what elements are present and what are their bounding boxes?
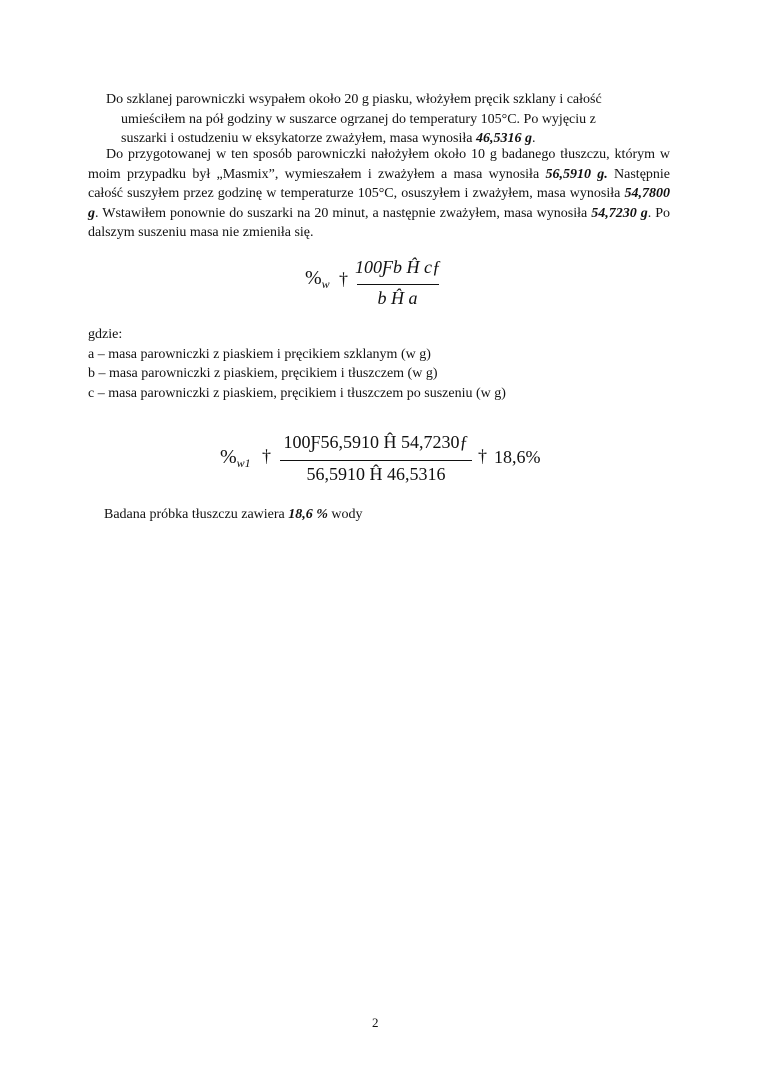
definitions <box>88 325 506 403</box>
percent-symbol: % <box>220 446 237 468</box>
paragraph-1-line-1: Do szklanej parowniczki wsypałem około 20 g piasku, włożyłem pręcik szklany i całość <box>106 92 602 107</box>
formula-calculation-equals: † <box>262 446 271 466</box>
paragraph-2-text-2: Następnie całość suszyłem przez godzinę w temperaturze 105°C, osuszyłem i zważyłem, masa wynosiła <box>88 166 671 201</box>
paragraph-2 <box>88 145 670 243</box>
paragraph-2-text-4: . Po dalszym suszeniu masa nie zmieniła się. <box>88 205 671 240</box>
paragraph-1-line-2: umieściłem na pół godziny w suszarce ogrzanej do temperatury 105°C. Po wyjęciu z <box>121 111 596 127</box>
percent-symbol: % <box>305 267 322 289</box>
formula-calculation <box>220 430 560 490</box>
sample-mass-before-drying: 56,5910 g. <box>545 166 608 182</box>
sample-mass-after-first-drying: 54,7800 g <box>88 186 670 221</box>
sample-mass-final: 54,7230 g <box>591 205 648 221</box>
conclusion-text: Badana próbka tłuszczu zawiera <box>104 507 289 522</box>
paragraph-1-end: . <box>531 131 536 146</box>
paragraph-1 <box>88 90 670 149</box>
paragraph-2-text-3: . Wstawiłem ponownie do suszarki na 20 minut, a następnie zważyłem, masa wynosiła <box>95 205 592 221</box>
formula-calculation-equals-2: † <box>478 446 487 466</box>
formula-general-denominator: b Ĥ a <box>377 288 418 308</box>
formula-calculation-denominator: 56,5910 Ĥ 46,5316 <box>306 464 446 484</box>
definition-b: b – masa parowniczki z piaskiem, pręcikiem i tłuszczem (w g) <box>88 366 438 381</box>
formula-general-numerator: 100Ƒb Ĥ cƒ <box>355 257 441 277</box>
formula-general-subscript: w <box>321 277 330 291</box>
fraction-bar <box>280 460 472 461</box>
formula-calculation-numerator: 100Ƒ56,5910 Ĥ 54,7230ƒ <box>283 432 469 452</box>
fraction-bar <box>357 284 439 285</box>
page-number: 2 <box>372 1015 379 1030</box>
conclusion <box>104 507 363 523</box>
definition-c: c – masa parowniczki z piaskiem, pręcikiem i tłuszczem po suszeniu (w g) <box>88 385 506 401</box>
formula-general-equals: † <box>339 269 348 289</box>
formula-calculation-lhs <box>220 446 251 471</box>
empty-dish-mass: 46,5316 g <box>475 131 532 146</box>
formula-calculation-result: 18,6% <box>494 447 541 467</box>
formula-general <box>305 255 455 315</box>
definitions-heading: gdzie: <box>88 327 123 342</box>
paragraph-1-line-3-text: suszarki i ostudzeniu w eksykatorze zważyłem, masa wynosiła <box>121 131 476 146</box>
formula-calculation-subscript: w1 <box>236 456 251 470</box>
water-content-result: 18,6 % <box>288 507 328 522</box>
formula-general-lhs <box>305 267 330 292</box>
conclusion-end: wody <box>327 507 363 522</box>
paragraph-2-text-1: Do przygotowanej w ten sposób parowniczki nałożyłem około 10 g badanego tłuszczu, którym w moim przypadku był „Masmix”, wymieszałem i zważyłem a masa wynosiła <box>88 147 670 182</box>
definition-a: a – masa parowniczki z piaskiem i pręcikiem szklanym (w g) <box>88 346 431 362</box>
